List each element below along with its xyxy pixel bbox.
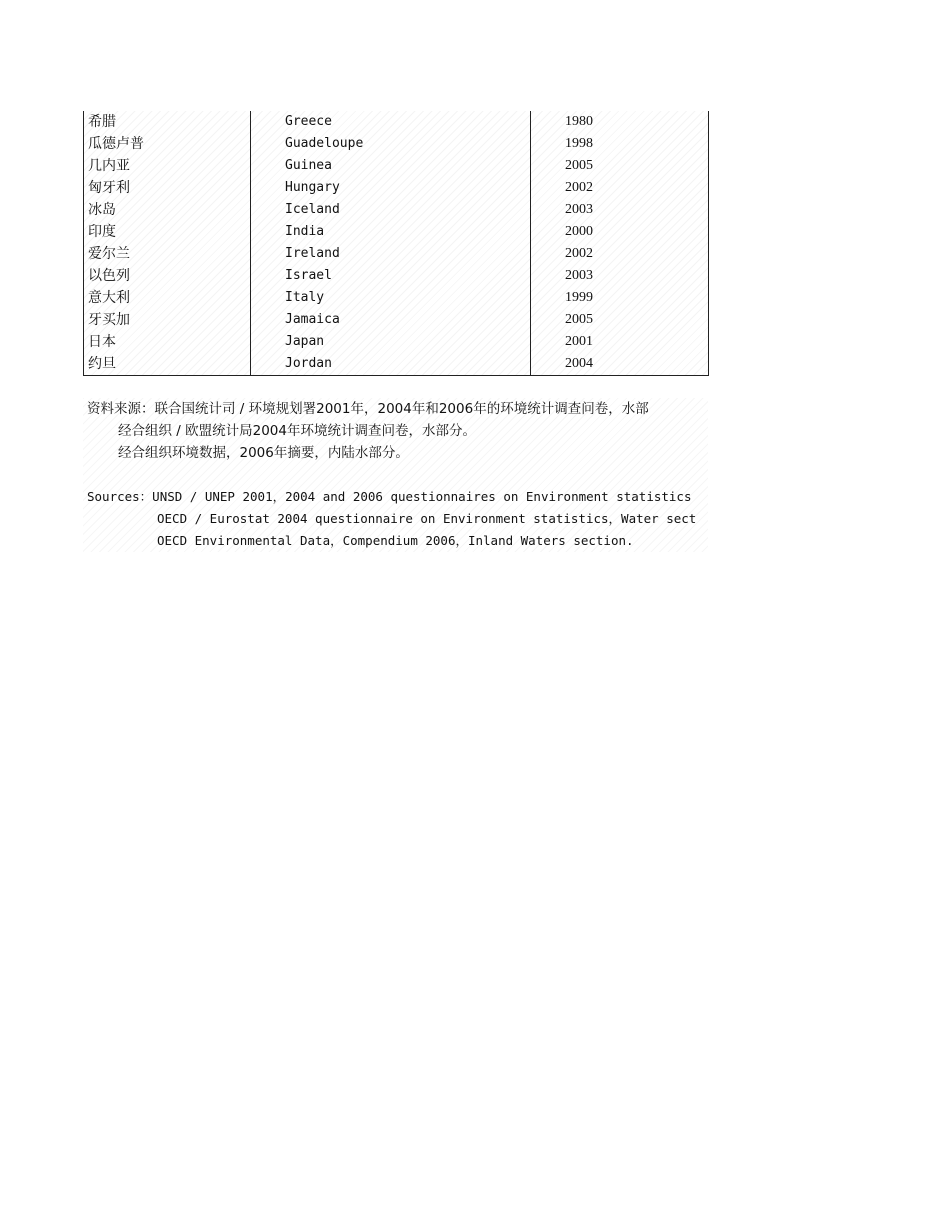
- country-name-en[interactable]: Guadeloupe: [251, 133, 531, 155]
- year-cell[interactable]: 1998: [565, 136, 593, 151]
- country-name-zh[interactable]: 以色列: [84, 265, 251, 287]
- year-cell[interactable]: 2002: [565, 246, 593, 261]
- country-name-zh[interactable]: 瓜德卢普: [84, 133, 251, 155]
- country-name-zh[interactable]: 牙买加: [84, 309, 251, 331]
- blank-row: [83, 464, 708, 486]
- country-name-zh[interactable]: 冰岛: [84, 199, 251, 221]
- table-row: [84, 331, 709, 353]
- country-name-en[interactable]: India: [251, 221, 531, 243]
- country-name-en[interactable]: Japan: [251, 331, 531, 353]
- year-cell[interactable]: 2005: [565, 158, 593, 173]
- year-cell[interactable]: 2005: [565, 312, 593, 327]
- country-year-table: [83, 111, 709, 376]
- country-name-en[interactable]: Israel: [251, 265, 531, 287]
- country-name-zh[interactable]: 约旦: [84, 353, 251, 376]
- table-row: [84, 199, 709, 221]
- source-line-zh[interactable]: 资料来源：联合国统计司 / 环境规划署2001年，2004年和2006年的环境统计调查问卷，水部: [87, 401, 649, 417]
- country-name-zh[interactable]: 几内亚: [84, 155, 251, 177]
- source-line-en[interactable]: OECD Environmental Data，Compendium 2006，Inland Waters section.: [157, 533, 634, 548]
- country-name-zh[interactable]: 爱尔兰: [84, 243, 251, 265]
- country-name-zh[interactable]: 意大利: [84, 287, 251, 309]
- sources-note: [83, 398, 708, 552]
- table-row: [84, 177, 709, 199]
- country-name-en[interactable]: Italy: [251, 287, 531, 309]
- country-name-en[interactable]: Ireland: [251, 243, 531, 265]
- year-cell[interactable]: 2003: [565, 268, 593, 283]
- year-cell[interactable]: 2003: [565, 202, 593, 217]
- source-line-zh[interactable]: 经合组织 / 欧盟统计局2004年环境统计调查问卷，水部分。: [118, 423, 476, 439]
- country-name-en[interactable]: Hungary: [251, 177, 531, 199]
- country-name-en[interactable]: Jordan: [251, 353, 531, 376]
- table-row: [84, 353, 709, 376]
- table-row: [84, 221, 709, 243]
- country-name-zh[interactable]: 日本: [84, 331, 251, 353]
- year-cell[interactable]: 2004: [565, 356, 593, 371]
- table-row: [84, 287, 709, 309]
- year-cell[interactable]: 2002: [565, 180, 593, 195]
- table-row: [84, 309, 709, 331]
- year-cell[interactable]: 2001: [565, 334, 593, 349]
- spreadsheet-sheet: [83, 111, 709, 552]
- year-cell[interactable]: 2000: [565, 224, 593, 239]
- country-name-en[interactable]: Iceland: [251, 199, 531, 221]
- table-row: [84, 155, 709, 177]
- source-line-en[interactable]: OECD / Eurostat 2004 questionnaire on Environment statistics，Water sect: [157, 511, 697, 526]
- year-cell[interactable]: 1999: [565, 290, 593, 305]
- country-name-en[interactable]: Jamaica: [251, 309, 531, 331]
- table-row: [84, 265, 709, 287]
- country-name-en[interactable]: Guinea: [251, 155, 531, 177]
- country-name-en[interactable]: Greece: [251, 111, 531, 133]
- source-line-en[interactable]: Sources：UNSD / UNEP 2001，2004 and 2006 questionnaires on Environment statistics: [87, 489, 692, 504]
- table-row: [84, 133, 709, 155]
- table-row: [84, 111, 709, 133]
- country-name-zh[interactable]: 希腊: [84, 111, 251, 133]
- table-row: [84, 243, 709, 265]
- country-name-zh[interactable]: 印度: [84, 221, 251, 243]
- year-cell[interactable]: 1980: [565, 114, 593, 129]
- country-name-zh[interactable]: 匈牙利: [84, 177, 251, 199]
- source-line-zh[interactable]: 经合组织环境数据，2006年摘要，内陆水部分。: [118, 445, 409, 461]
